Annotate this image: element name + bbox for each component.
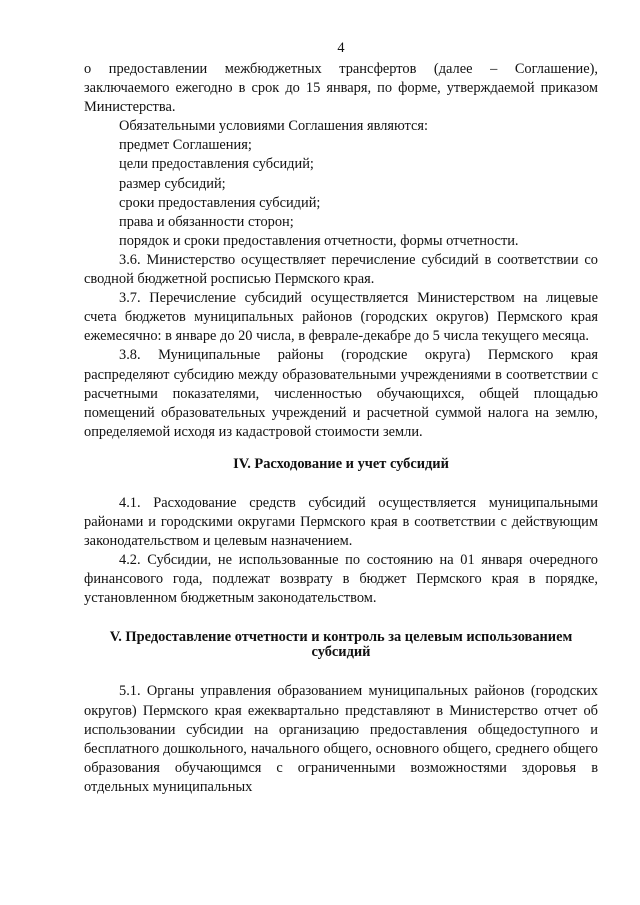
clause-4-1: 4.1. Расходование средств субсидий осуществляется муниципальными районами и городскими округами Пермского края в соответствии с действующим законодательством и целевым назначением. <box>84 494 598 550</box>
clause-3-8: 3.8. Муниципальные районы (городские округа) Пермского края распределяют субсидию между образовательными учреждениями в соответствии с расчетными показателями, численностью обучающихся, общей площадью помещений образовательных учреждений и расчетной суммой налога на землю, определяемой исходя из кадастровой стоимости земли. <box>84 347 598 440</box>
condition-item: сроки предоставления субсидий; <box>119 194 321 211</box>
section-5-heading-line2: субсидий <box>311 644 371 661</box>
clause-3-6: 3.6. Министерство осуществляет перечисление субсидий в соответствии со сводной бюджетной росписью Пермского края. <box>84 251 598 288</box>
section-5-heading-line1: V. Предоставление отчетности и контроль за целевым использованием <box>109 629 573 646</box>
condition-item: порядок и сроки предоставления отчетности, формы отчетности. <box>119 232 519 249</box>
conditions-list <box>84 136 598 251</box>
clause-3-7: 3.7. Перечисление субсидий осуществляется Министерством на лицевые счета бюджетов муниципальных районов (городских округов) Пермского края ежемесячно: в январе до 20 числа, в феврале-декабре до 5 числа текущего месяца. <box>84 290 598 345</box>
section-4-heading: IV. Расходование и учет субсидий <box>233 455 449 472</box>
section-5-heading <box>84 630 598 660</box>
condition-item: цели предоставления субсидий; <box>119 156 314 173</box>
clause-5-1: 5.1. Органы управления образованием муниципальных районов (городских округов) Пермского края ежеквартально представляют в Министерство отчет об использовании субсидии на организацию предоставления общедоступного и бесплатного дошкольного, начального общего, основного общего, среднего общего образования обучающимся с ограниченными возможностями здоровья в отдельных муниципальных <box>84 683 598 795</box>
condition-item: предмет Соглашения; <box>119 137 252 154</box>
conditions-heading: Обязательными условиями Соглашения являются: <box>119 118 429 135</box>
page-number: 4 <box>337 40 345 56</box>
clause-4-2: 4.2. Субсидии, не использованные по состоянию на 01 января очередного финансового года, подлежат возврату в бюджет Пермского края в порядке, установленном бюджетным законодательством. <box>84 552 598 607</box>
condition-item: размер субсидий; <box>119 175 226 192</box>
document-page <box>84 38 598 797</box>
condition-item: права и обязанности сторон; <box>119 213 294 230</box>
intro-paragraph: о предоставлении межбюджетных трансфертов (далее – Соглашение), заключаемого ежегодно в срок до 15 января, по форме, утверждаемой приказом Министерства. <box>84 61 598 116</box>
